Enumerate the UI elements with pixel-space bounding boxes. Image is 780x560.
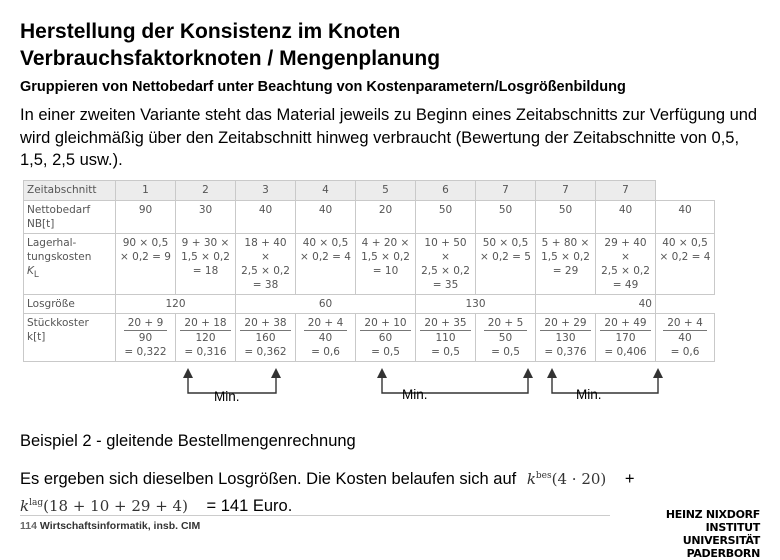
- header-cell: 7: [536, 181, 596, 201]
- stk-cell: $\frac{20 + 10}{60}$ = 0,5: [356, 314, 416, 362]
- min-label: Min.: [576, 387, 602, 402]
- lager-cell: 4 + 20 × 1,5 × 0,2 = 10: [356, 234, 416, 295]
- example-title: Beispiel 2 - gleitende Bestellmengenrechnung: [20, 432, 356, 450]
- row-label-netto: Nettobedarf NB[t]: [24, 201, 116, 234]
- los-cell: 40: [536, 295, 656, 314]
- row-label-lager: Lagerhal- tungskosten $K_L$: [24, 234, 116, 295]
- arrow-head: [523, 368, 533, 378]
- netto-cell: 40: [236, 201, 296, 234]
- stk-cell: $\frac{20 + 38}{160}$ = 0,362: [236, 314, 296, 362]
- header-cell: 5: [356, 181, 416, 201]
- lager-cell: 29 + 40 × 2,5 × 0,2 = 49: [596, 234, 656, 295]
- row-label-stk: Stückkoster k[t]: [24, 314, 116, 362]
- netto-cell: 40: [596, 201, 656, 234]
- header-cell: 2: [176, 181, 236, 201]
- min-bracket-3: [552, 376, 658, 393]
- arrow-head: [653, 368, 663, 378]
- conclusion: [20, 464, 635, 518]
- title-line-1: Herstellung der Konsistenz im Knoten: [20, 20, 401, 43]
- intro-paragraph: In einer zweiten Variante steht das Material jeweils zu Beginn eines Zeitabschnitts zur Verfügung und wird gleichmäßig über den Zeitabschnitt hinweg verbraucht (Bewertung der Zeitabschnitte von 0,5, 1,5, 2,5 usw.).: [20, 106, 758, 169]
- netto-cell: 50: [416, 201, 476, 234]
- lager-cell: 90 × 0,5 × 0,2 = 9: [116, 234, 176, 295]
- los-row: [24, 295, 715, 314]
- institute-logo: HEINZ NIXDORF INSTITUT UNIVERSITÄT PADERBORN: [665, 508, 760, 560]
- netto-row: [24, 201, 715, 234]
- lager-cell: 40 × 0,5 × 0,2 = 4: [296, 234, 356, 295]
- netto-cell: 50: [476, 201, 536, 234]
- stk-cell: $\frac{20 + 18}{120}$ = 0,316: [176, 314, 236, 362]
- arrow-head: [271, 368, 281, 378]
- stk-cell: $\frac{20 + 49}{170}$ = 0,406: [596, 314, 656, 362]
- header-cell: 7: [596, 181, 656, 201]
- header-row: [24, 181, 715, 201]
- footer-divider: [20, 515, 610, 516]
- stk-cell: $\frac{20 + 4}{40}$ = 0,6: [656, 314, 715, 362]
- netto-cell: 40: [296, 201, 356, 234]
- los-cell: 60: [236, 295, 416, 314]
- header-cell: 4: [296, 181, 356, 201]
- min-label: Min.: [214, 389, 240, 404]
- lager-cell: 9 + 30 × 1,5 × 0,2 = 18: [176, 234, 236, 295]
- k-bes-formula: $k^{bes}(4 \cdot 20)$: [526, 470, 607, 488]
- arrow-head: [183, 368, 193, 378]
- stk-cell: $\frac{20 + 29}{130}$ = 0,376: [536, 314, 596, 362]
- los-cell: 130: [416, 295, 536, 314]
- k-lag-formula: $k^{lag}(18 + 10 + 29 + 4)$: [20, 497, 188, 515]
- lager-cell: 10 + 50 × 2,5 × 0,2 = 35: [416, 234, 476, 295]
- min-label: Min.: [402, 387, 428, 402]
- row-label-los: Losgröße: [24, 295, 116, 314]
- netto-cell: 40: [656, 201, 715, 234]
- netto-cell: 50: [536, 201, 596, 234]
- arrow-head: [547, 368, 557, 378]
- lager-cell: 50 × 0,5 × 0,2 = 5: [476, 234, 536, 295]
- header-cell: 7: [476, 181, 536, 201]
- stk-row: [24, 314, 715, 362]
- stk-cell: $\frac{20 + 4}{40}$ = 0,6: [296, 314, 356, 362]
- header-cell: 3: [236, 181, 296, 201]
- slide-title: [20, 18, 440, 72]
- netto-cell: 90: [116, 201, 176, 234]
- stk-cell: $\frac{20 + 5}{50}$ = 0,5: [476, 314, 536, 362]
- min-markers: [0, 360, 780, 410]
- footer: [20, 520, 200, 532]
- lot-size-table: [23, 180, 715, 362]
- plus-sign: +: [624, 470, 635, 488]
- footer-text: Wirtschaftsinformatik, insb. CIM: [39, 520, 201, 532]
- stk-cell: $\frac{20 + 9}{90}$ = 0,322: [116, 314, 176, 362]
- lager-row: [24, 234, 715, 295]
- los-cell: 120: [116, 295, 236, 314]
- netto-cell: 20: [356, 201, 416, 234]
- title-line-2: Verbrauchsfaktorknoten / Mengenplanung: [20, 47, 441, 70]
- slide-subtitle: Gruppieren von Nettobedarf unter Beachtung von Kostenparametern/Losgrößenbildung: [20, 79, 626, 95]
- netto-cell: 30: [176, 201, 236, 234]
- conclusion-result: = 141 Euro.: [206, 497, 293, 515]
- lager-cell: 40 × 0,5 × 0,2 = 4: [656, 234, 715, 295]
- conclusion-text: Es ergeben sich dieselben Losgrößen. Die Kosten belaufen sich auf: [20, 470, 517, 488]
- page-number: 114: [20, 520, 37, 532]
- min-arrows: [0, 360, 780, 410]
- lager-cell: 5 + 80 × 1,5 × 0,2 = 29: [536, 234, 596, 295]
- arrow-head: [377, 368, 387, 378]
- header-cell: 6: [416, 181, 476, 201]
- stk-cell: $\frac{20 + 35}{110}$ = 0,5: [416, 314, 476, 362]
- lager-cell: 18 + 40 × 2,5 × 0,2 = 38: [236, 234, 296, 295]
- header-cell: Zeitabschnitt: [24, 181, 116, 201]
- header-cell: 1: [116, 181, 176, 201]
